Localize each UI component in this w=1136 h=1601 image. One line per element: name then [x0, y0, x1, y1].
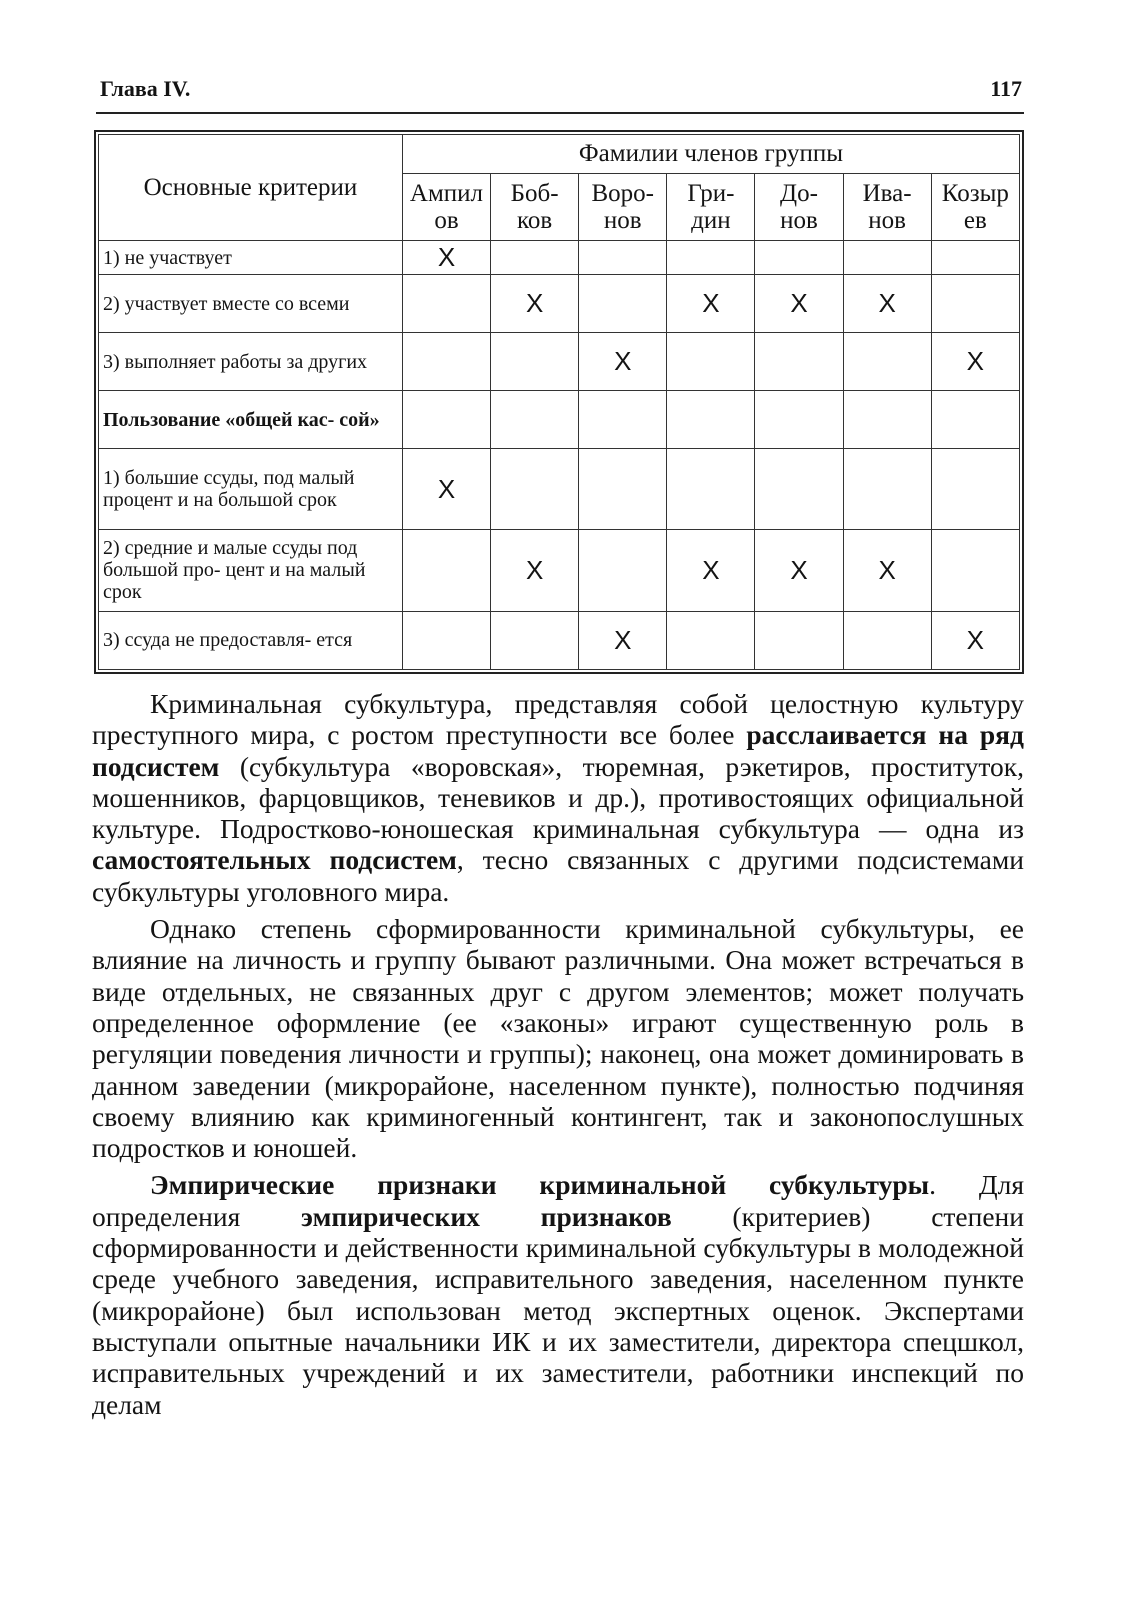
mark-cell [931, 391, 1019, 449]
mark-cell [402, 529, 490, 611]
mark-cell: X [491, 529, 579, 611]
mark-cell: X [755, 529, 843, 611]
paragraph-2: Однако степень сформированности криминальной субкультуры, ее влияние на личность и группу бывают различными. Она может встречаться в виде отдельных, не связанных друг с другом элементов; может получать определенное оформление (ее «законы» играют существенную роль в регуляции поведения личности и группы); наконец, она может доминировать в данном заведении (микрорайоне, населенном пункте), полностью подчиняя своему влиянию как криминогенный контингент, так и законопослушных подростков и юношей. [92, 913, 1024, 1164]
mark-cell [402, 275, 490, 333]
criterion-label: 2) участвует вместе со всеми [99, 275, 403, 333]
mark-cell: X [402, 449, 490, 529]
criteria-table [98, 134, 1020, 670]
table-body [99, 241, 1020, 670]
mark-cell [667, 391, 755, 449]
member-name: До- нов [755, 174, 843, 241]
member-name: Ампил ов [402, 174, 490, 241]
criterion-label: 3) выполняет работы за других [99, 333, 403, 391]
mark-cell [402, 333, 490, 391]
mark-cell [579, 449, 667, 529]
mark-cell [579, 275, 667, 333]
text-run: . Для определения [92, 1169, 1024, 1232]
bold-term: расслаивается на ряд подсистем [92, 719, 1024, 782]
table-row [99, 529, 1020, 611]
mark-cell [579, 529, 667, 611]
mark-cell [755, 449, 843, 529]
mark-cell [491, 449, 579, 529]
mark-cell [667, 333, 755, 391]
text-run: Криминальная субкультура, представляя собой целостную культуру преступного мира, с ростом преступности все более [92, 688, 1024, 751]
mark-cell [755, 611, 843, 669]
mark-cell [579, 241, 667, 275]
mark-cell [843, 449, 931, 529]
text-run: (критериев) степени сформированности и действенности криминальной субкультуры в молодежной среде учебного заведения, исправительного заведения, населенном пункте (микрорайоне) был использован метод экспертных оценок. Экспертами выступали опытные начальники ИК и их заместители, директора спецшкол, исправительных учреждений и их заместители, работники инспекций по делам [92, 1200, 1024, 1420]
text-run: (субкультура «воровская», тюремная, рэкетиров, проституток, мошенников, фарцовщиков, теневиков и др.), противостоящих официальной культуре. Подростково-юношеская криминальная субкультура — одна из [92, 750, 1024, 845]
bold-term: эмпирических признаков [301, 1200, 672, 1232]
member-name: Ива- нов [843, 174, 931, 241]
mark-cell [491, 333, 579, 391]
mark-cell [843, 391, 931, 449]
mark-cell [402, 611, 490, 669]
mark-cell [402, 391, 490, 449]
mark-cell [931, 275, 1019, 333]
mark-cell [931, 449, 1019, 529]
table-row [99, 275, 1020, 333]
mark-cell: X [579, 333, 667, 391]
mark-cell [667, 449, 755, 529]
mark-cell [755, 241, 843, 275]
mark-cell: X [843, 275, 931, 333]
member-name: Гри- дин [667, 174, 755, 241]
mark-cell: X [579, 611, 667, 669]
text-run: , тесно связанных с другими подсистемами субкультуры уголовного мира. [92, 844, 1024, 907]
table-row [99, 241, 1020, 275]
mark-cell: X [755, 275, 843, 333]
criteria-column-header: Основные критерии [99, 135, 403, 241]
mark-cell [667, 611, 755, 669]
criteria-table-frame [94, 130, 1024, 674]
criterion-label: 3) ссуда не предоставля- ется [99, 611, 403, 669]
mark-cell [491, 611, 579, 669]
table-row [99, 449, 1020, 529]
group-members-header: Фамилии членов группы [402, 135, 1019, 174]
mark-cell: X [667, 275, 755, 333]
bold-term: самостоятельных подсистем [92, 844, 457, 876]
chapter-title: Глава IV. [100, 76, 191, 101]
criterion-label: 1) не участвует [99, 241, 403, 275]
table-row [99, 333, 1020, 391]
mark-cell: X [931, 333, 1019, 391]
body-text [92, 688, 1024, 1420]
mark-cell [755, 333, 843, 391]
member-name: Воро- нов [579, 174, 667, 241]
mark-cell [931, 529, 1019, 611]
mark-cell: X [491, 275, 579, 333]
section-heading-inline: Эмпирические признаки криминальной субкультуры [150, 1169, 930, 1201]
mark-cell [843, 333, 931, 391]
mark-cell [843, 611, 931, 669]
member-name: Козыр ев [931, 174, 1019, 241]
member-name: Боб- ков [491, 174, 579, 241]
table-header-row [99, 135, 1020, 174]
page-number: 117 [990, 76, 1022, 101]
mark-cell [843, 241, 931, 275]
criterion-label: 2) средние и малые ссуды под большой про- цент и на малый срок [99, 529, 403, 611]
criterion-label: Пользование «общей кас- сой» [99, 391, 403, 449]
mark-cell: X [843, 529, 931, 611]
running-head [96, 72, 1024, 114]
paragraph-3 [92, 1169, 1024, 1419]
mark-cell: X [667, 529, 755, 611]
mark-cell [667, 241, 755, 275]
mark-cell [579, 391, 667, 449]
table-row [99, 611, 1020, 669]
mark-cell [491, 241, 579, 275]
mark-cell: X [931, 611, 1019, 669]
criterion-label: 1) большие ссуды, под малый процент и на большой срок [99, 449, 403, 529]
paragraph-1 [92, 688, 1024, 907]
mark-cell [755, 391, 843, 449]
table-row [99, 391, 1020, 449]
mark-cell [931, 241, 1019, 275]
mark-cell: X [402, 241, 490, 275]
mark-cell [491, 391, 579, 449]
